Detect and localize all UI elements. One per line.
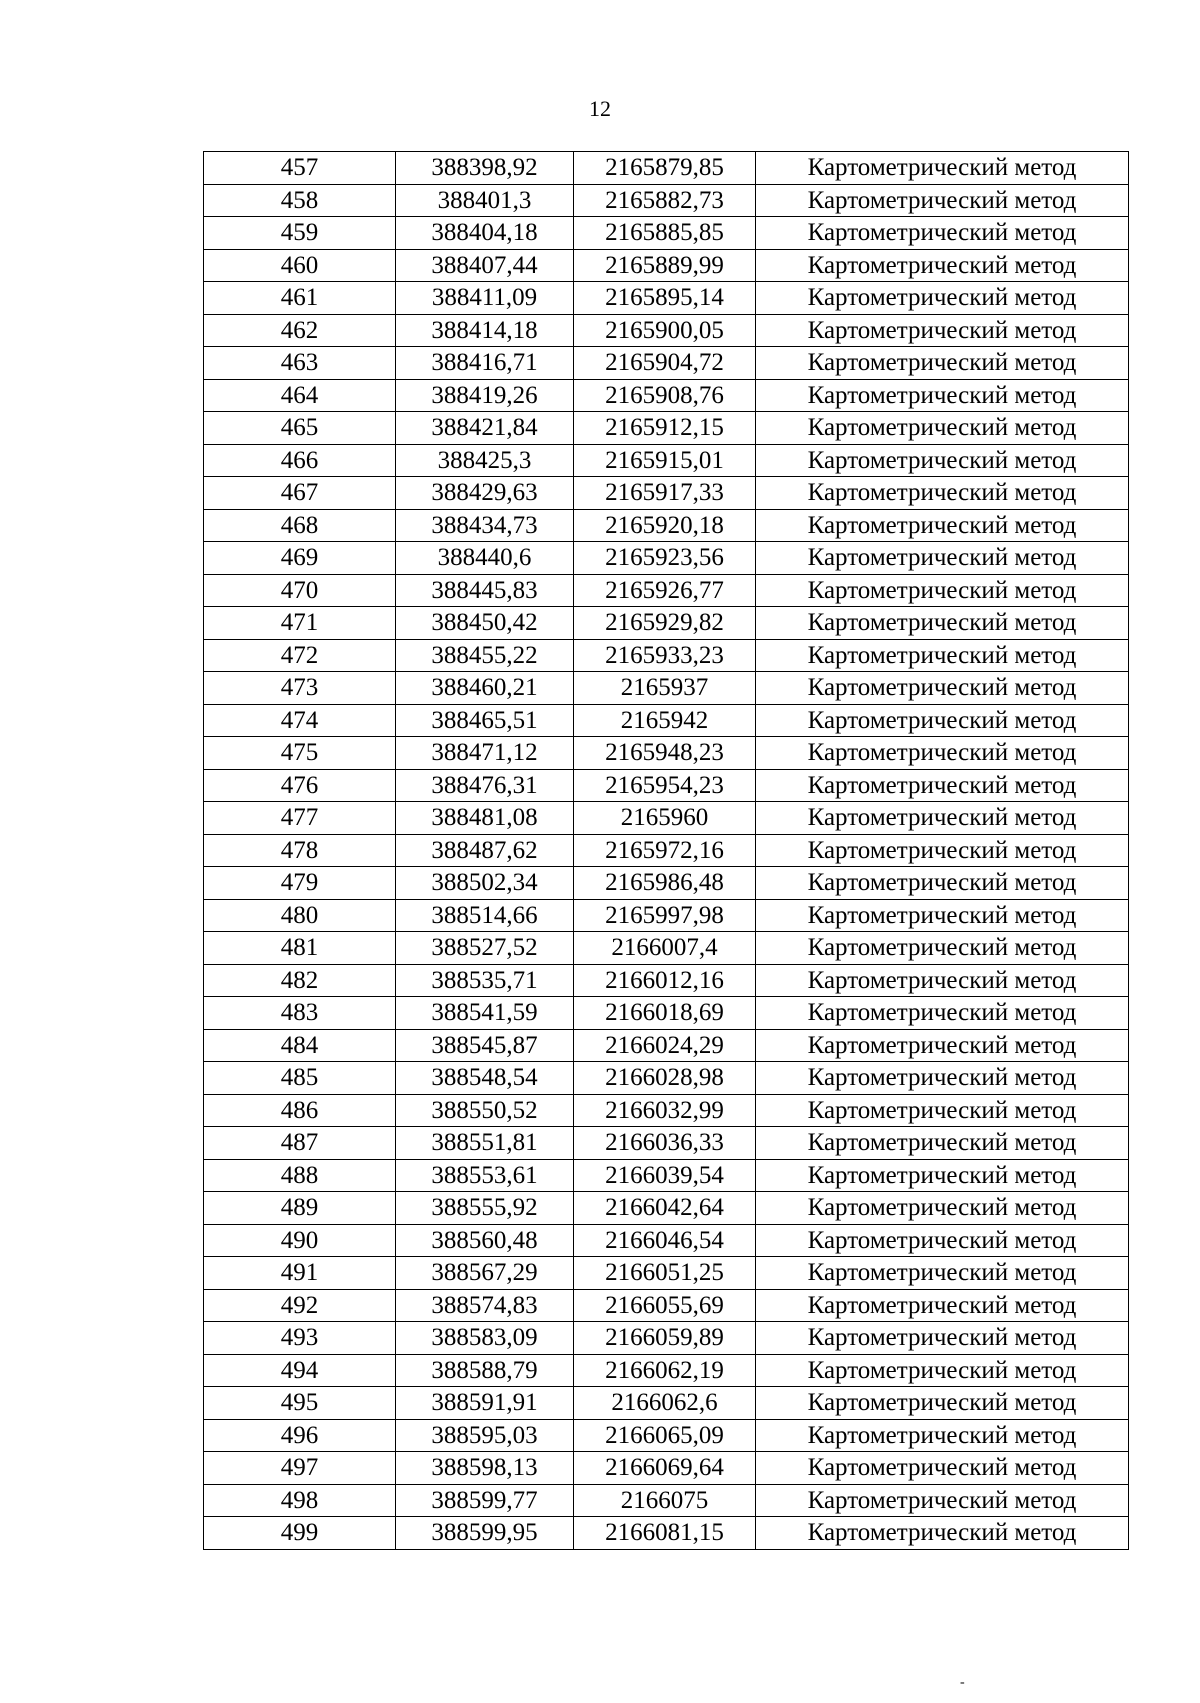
table-row: [204, 444, 1129, 477]
point-number-cell: 497: [204, 1452, 396, 1485]
table-row: [204, 1354, 1129, 1387]
x-coordinate-cell: 388588,79: [396, 1354, 574, 1387]
y-coordinate-cell: 2166024,29: [574, 1029, 756, 1062]
x-coordinate-cell: 388404,18: [396, 217, 574, 250]
x-coordinate-cell: 388414,18: [396, 314, 574, 347]
y-coordinate-cell: 2166059,89: [574, 1322, 756, 1355]
method-cell: Картометрический метод: [756, 1419, 1129, 1452]
method-cell: Картометрический метод: [756, 152, 1129, 185]
x-coordinate-cell: 388535,71: [396, 964, 574, 997]
y-coordinate-cell: 2165954,23: [574, 769, 756, 802]
y-coordinate-cell: 2165917,33: [574, 477, 756, 510]
point-number-cell: 468: [204, 509, 396, 542]
method-cell: Картометрический метод: [756, 1322, 1129, 1355]
x-coordinate-cell: 388591,91: [396, 1387, 574, 1420]
table-row: [204, 217, 1129, 250]
x-coordinate-cell: 388416,71: [396, 347, 574, 380]
method-cell: Картометрический метод: [756, 1127, 1129, 1160]
point-number-cell: 483: [204, 997, 396, 1030]
method-cell: Картометрический метод: [756, 704, 1129, 737]
method-cell: Картометрический метод: [756, 1192, 1129, 1225]
table-row: [204, 1159, 1129, 1192]
table-row: [204, 412, 1129, 445]
table-row: [204, 477, 1129, 510]
point-number-cell: 494: [204, 1354, 396, 1387]
table-row: [204, 1517, 1129, 1550]
x-coordinate-cell: 388421,84: [396, 412, 574, 445]
x-coordinate-cell: 388460,21: [396, 672, 574, 705]
x-coordinate-cell: 388553,61: [396, 1159, 574, 1192]
table-row: [204, 152, 1129, 185]
y-coordinate-cell: 2165920,18: [574, 509, 756, 542]
y-coordinate-cell: 2165912,15: [574, 412, 756, 445]
method-cell: Картометрический метод: [756, 1159, 1129, 1192]
method-cell: Картометрический метод: [756, 1094, 1129, 1127]
point-number-cell: 467: [204, 477, 396, 510]
table-row: [204, 1419, 1129, 1452]
coordinates-table: [203, 151, 1129, 1550]
table-row: [204, 1224, 1129, 1257]
x-coordinate-cell: 388425,3: [396, 444, 574, 477]
point-number-cell: 499: [204, 1517, 396, 1550]
y-coordinate-cell: 2165960: [574, 802, 756, 835]
point-number-cell: 484: [204, 1029, 396, 1062]
x-coordinate-cell: 388567,29: [396, 1257, 574, 1290]
page-number: 12: [589, 96, 611, 121]
table-row: [204, 834, 1129, 867]
x-coordinate-cell: 388583,09: [396, 1322, 574, 1355]
method-cell: Картометрический метод: [756, 899, 1129, 932]
point-number-cell: 476: [204, 769, 396, 802]
table-row: [204, 1387, 1129, 1420]
point-number-cell: 495: [204, 1387, 396, 1420]
method-cell: Картометрический метод: [756, 477, 1129, 510]
y-coordinate-cell: 2165926,77: [574, 574, 756, 607]
table-row: [204, 704, 1129, 737]
x-coordinate-cell: 388455,22: [396, 639, 574, 672]
point-number-cell: 473: [204, 672, 396, 705]
method-cell: Картометрический метод: [756, 1484, 1129, 1517]
table-row: [204, 1289, 1129, 1322]
y-coordinate-cell: 2166081,15: [574, 1517, 756, 1550]
y-coordinate-cell: 2166065,09: [574, 1419, 756, 1452]
table-row: [204, 282, 1129, 315]
y-coordinate-cell: 2165889,99: [574, 249, 756, 282]
method-cell: Картометрический метод: [756, 1354, 1129, 1387]
method-cell: Картометрический метод: [756, 347, 1129, 380]
x-coordinate-cell: 388401,3: [396, 184, 574, 217]
x-coordinate-cell: 388560,48: [396, 1224, 574, 1257]
x-coordinate-cell: 388419,26: [396, 379, 574, 412]
method-cell: Картометрический метод: [756, 509, 1129, 542]
y-coordinate-cell: 2166018,69: [574, 997, 756, 1030]
method-cell: Картометрический метод: [756, 802, 1129, 835]
method-cell: Картометрический метод: [756, 249, 1129, 282]
table-row: [204, 1484, 1129, 1517]
method-cell: Картометрический метод: [756, 639, 1129, 672]
y-coordinate-cell: 2166012,16: [574, 964, 756, 997]
table-row: [204, 899, 1129, 932]
table-row: [204, 1192, 1129, 1225]
y-coordinate-cell: 2165937: [574, 672, 756, 705]
method-cell: Картометрический метод: [756, 932, 1129, 965]
x-coordinate-cell: 388527,52: [396, 932, 574, 965]
y-coordinate-cell: 2165879,85: [574, 152, 756, 185]
footer-mark: -: [960, 1675, 965, 1690]
x-coordinate-cell: 388429,63: [396, 477, 574, 510]
x-coordinate-cell: 388450,42: [396, 607, 574, 640]
method-cell: Картометрический метод: [756, 1517, 1129, 1550]
x-coordinate-cell: 388445,83: [396, 574, 574, 607]
point-number-cell: 488: [204, 1159, 396, 1192]
point-number-cell: 461: [204, 282, 396, 315]
x-coordinate-cell: 388487,62: [396, 834, 574, 867]
point-number-cell: 459: [204, 217, 396, 250]
table-row: [204, 1257, 1129, 1290]
point-number-cell: 490: [204, 1224, 396, 1257]
x-coordinate-cell: 388545,87: [396, 1029, 574, 1062]
x-coordinate-cell: 388407,44: [396, 249, 574, 282]
x-coordinate-cell: 388548,54: [396, 1062, 574, 1095]
x-coordinate-cell: 388598,13: [396, 1452, 574, 1485]
method-cell: Картометрический метод: [756, 769, 1129, 802]
point-number-cell: 464: [204, 379, 396, 412]
table-row: [204, 1127, 1129, 1160]
point-number-cell: 471: [204, 607, 396, 640]
point-number-cell: 465: [204, 412, 396, 445]
x-coordinate-cell: 388541,59: [396, 997, 574, 1030]
x-coordinate-cell: 388434,73: [396, 509, 574, 542]
point-number-cell: 480: [204, 899, 396, 932]
point-number-cell: 493: [204, 1322, 396, 1355]
method-cell: Картометрический метод: [756, 1224, 1129, 1257]
method-cell: Картометрический метод: [756, 867, 1129, 900]
x-coordinate-cell: 388465,51: [396, 704, 574, 737]
y-coordinate-cell: 2166028,98: [574, 1062, 756, 1095]
table-row: [204, 542, 1129, 575]
method-cell: Картометрический метод: [756, 672, 1129, 705]
point-number-cell: 482: [204, 964, 396, 997]
x-coordinate-cell: 388599,95: [396, 1517, 574, 1550]
table-row: [204, 769, 1129, 802]
x-coordinate-cell: 388514,66: [396, 899, 574, 932]
x-coordinate-cell: 388551,81: [396, 1127, 574, 1160]
table-row: [204, 1029, 1129, 1062]
method-cell: Картометрический метод: [756, 1029, 1129, 1062]
point-number-cell: 496: [204, 1419, 396, 1452]
point-number-cell: 477: [204, 802, 396, 835]
table-row: [204, 867, 1129, 900]
y-coordinate-cell: 2166032,99: [574, 1094, 756, 1127]
table-row: [204, 672, 1129, 705]
point-number-cell: 489: [204, 1192, 396, 1225]
table-row: [204, 249, 1129, 282]
x-coordinate-cell: 388502,34: [396, 867, 574, 900]
y-coordinate-cell: 2166046,54: [574, 1224, 756, 1257]
method-cell: Картометрический метод: [756, 184, 1129, 217]
method-cell: Картометрический метод: [756, 574, 1129, 607]
table-row: [204, 802, 1129, 835]
table-row: [204, 184, 1129, 217]
method-cell: Картометрический метод: [756, 314, 1129, 347]
y-coordinate-cell: 2165942: [574, 704, 756, 737]
y-coordinate-cell: 2166036,33: [574, 1127, 756, 1160]
y-coordinate-cell: 2165933,23: [574, 639, 756, 672]
y-coordinate-cell: 2166075: [574, 1484, 756, 1517]
point-number-cell: 462: [204, 314, 396, 347]
y-coordinate-cell: 2165915,01: [574, 444, 756, 477]
x-coordinate-cell: 388476,31: [396, 769, 574, 802]
table-row: [204, 347, 1129, 380]
table-row: [204, 1094, 1129, 1127]
x-coordinate-cell: 388471,12: [396, 737, 574, 770]
method-cell: Картометрический метод: [756, 379, 1129, 412]
point-number-cell: 466: [204, 444, 396, 477]
point-number-cell: 463: [204, 347, 396, 380]
y-coordinate-cell: 2166051,25: [574, 1257, 756, 1290]
x-coordinate-cell: 388555,92: [396, 1192, 574, 1225]
table-row: [204, 509, 1129, 542]
y-coordinate-cell: 2165908,76: [574, 379, 756, 412]
method-cell: Картометрический метод: [756, 1289, 1129, 1322]
table-row: [204, 1452, 1129, 1485]
table-row: [204, 639, 1129, 672]
y-coordinate-cell: 2165929,82: [574, 607, 756, 640]
point-number-cell: 481: [204, 932, 396, 965]
point-number-cell: 469: [204, 542, 396, 575]
x-coordinate-cell: 388599,77: [396, 1484, 574, 1517]
x-coordinate-cell: 388398,92: [396, 152, 574, 185]
point-number-cell: 457: [204, 152, 396, 185]
method-cell: Картометрический метод: [756, 834, 1129, 867]
point-number-cell: 460: [204, 249, 396, 282]
y-coordinate-cell: 2166007,4: [574, 932, 756, 965]
table-row: [204, 964, 1129, 997]
y-coordinate-cell: 2166039,54: [574, 1159, 756, 1192]
method-cell: Картометрический метод: [756, 737, 1129, 770]
point-number-cell: 487: [204, 1127, 396, 1160]
point-number-cell: 498: [204, 1484, 396, 1517]
table-row: [204, 1322, 1129, 1355]
point-number-cell: 475: [204, 737, 396, 770]
method-cell: Картометрический метод: [756, 444, 1129, 477]
x-coordinate-cell: 388440,6: [396, 542, 574, 575]
point-number-cell: 470: [204, 574, 396, 607]
table-row: [204, 997, 1129, 1030]
y-coordinate-cell: 2165948,23: [574, 737, 756, 770]
y-coordinate-cell: 2165972,16: [574, 834, 756, 867]
point-number-cell: 478: [204, 834, 396, 867]
y-coordinate-cell: 2165895,14: [574, 282, 756, 315]
point-number-cell: 492: [204, 1289, 396, 1322]
table-row: [204, 379, 1129, 412]
y-coordinate-cell: 2166062,6: [574, 1387, 756, 1420]
method-cell: Картометрический метод: [756, 217, 1129, 250]
point-number-cell: 474: [204, 704, 396, 737]
method-cell: Картометрический метод: [756, 964, 1129, 997]
x-coordinate-cell: 388550,52: [396, 1094, 574, 1127]
point-number-cell: 472: [204, 639, 396, 672]
method-cell: Картометрический метод: [756, 997, 1129, 1030]
y-coordinate-cell: 2165997,98: [574, 899, 756, 932]
table-row: [204, 932, 1129, 965]
table-row: [204, 607, 1129, 640]
y-coordinate-cell: 2165923,56: [574, 542, 756, 575]
y-coordinate-cell: 2165885,85: [574, 217, 756, 250]
method-cell: Картометрический метод: [756, 1452, 1129, 1485]
method-cell: Картометрический метод: [756, 1062, 1129, 1095]
method-cell: Картометрический метод: [756, 1387, 1129, 1420]
method-cell: Картометрический метод: [756, 542, 1129, 575]
y-coordinate-cell: 2166042,64: [574, 1192, 756, 1225]
y-coordinate-cell: 2165986,48: [574, 867, 756, 900]
table-row: [204, 574, 1129, 607]
x-coordinate-cell: 388411,09: [396, 282, 574, 315]
x-coordinate-cell: 388481,08: [396, 802, 574, 835]
point-number-cell: 479: [204, 867, 396, 900]
table-row: [204, 1062, 1129, 1095]
x-coordinate-cell: 388574,83: [396, 1289, 574, 1322]
point-number-cell: 491: [204, 1257, 396, 1290]
y-coordinate-cell: 2166062,19: [574, 1354, 756, 1387]
y-coordinate-cell: 2165904,72: [574, 347, 756, 380]
method-cell: Картометрический метод: [756, 282, 1129, 315]
y-coordinate-cell: 2166069,64: [574, 1452, 756, 1485]
table-row: [204, 737, 1129, 770]
y-coordinate-cell: 2165900,05: [574, 314, 756, 347]
x-coordinate-cell: 388595,03: [396, 1419, 574, 1452]
method-cell: Картометрический метод: [756, 412, 1129, 445]
coordinates-table-body: [204, 152, 1129, 1550]
point-number-cell: 485: [204, 1062, 396, 1095]
y-coordinate-cell: 2165882,73: [574, 184, 756, 217]
method-cell: Картометрический метод: [756, 1257, 1129, 1290]
point-number-cell: 486: [204, 1094, 396, 1127]
y-coordinate-cell: 2166055,69: [574, 1289, 756, 1322]
point-number-cell: 458: [204, 184, 396, 217]
method-cell: Картометрический метод: [756, 607, 1129, 640]
table-row: [204, 314, 1129, 347]
